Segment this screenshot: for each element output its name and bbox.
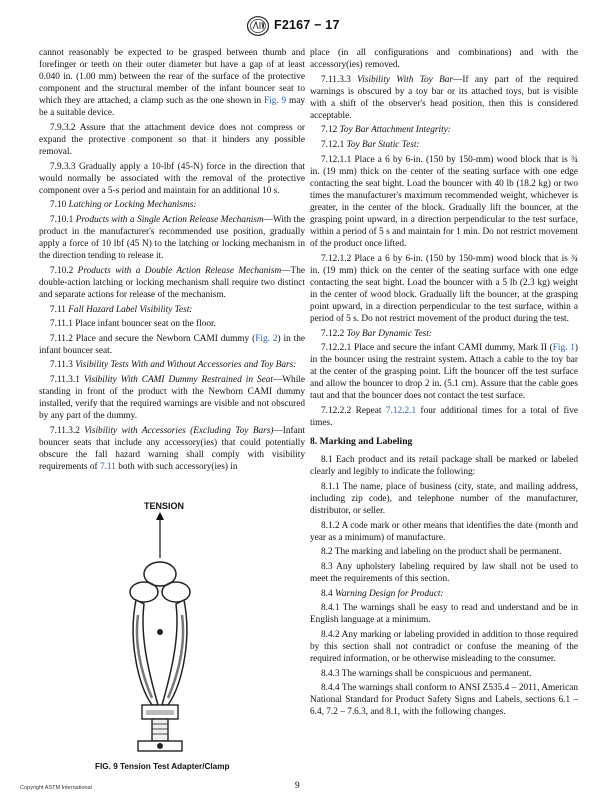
paragraph-8-1-2: 8.1.2 A code mark or other means that identifies the date (month and year as a minimum) of manufacture. bbox=[310, 520, 578, 543]
tension-arrowhead bbox=[156, 512, 164, 520]
section-7-11-link[interactable]: 7.11 bbox=[99, 462, 116, 473]
paragraph-7-11-3-1: 7.11.3.1 Visibility With CAMI Dummy Restrained in Seat—While standing in front of the product with the Newborn CAMI dummy installed, verify that the required warnings are visible and not obscured by any part of the dummy. bbox=[39, 375, 305, 422]
document-designation: F2167 − 17 bbox=[274, 18, 340, 32]
paragraph-7-11-3: 7.11.3 Visibility Tests With and Without Accessories and Toy Bars: bbox=[50, 360, 297, 371]
paragraph-7-12-2: 7.12.2 Toy Bar Dynamic Test: bbox=[321, 328, 432, 339]
paragraph-8-1-1: 8.1.1 The name, place of business (city, state, and mailing address, including zip code), and telephone number of the manufacturer, distributor, or seller. bbox=[310, 481, 578, 516]
paragraph-7-12-2-2: 7.12.2.2 Repeat 7.12.2.1 four additional times for a total of five times. bbox=[310, 406, 578, 429]
paragraph-7-11-3-3: 7.11.3.3 Visibility With Toy Bar—If any part of the required warnings is obscured by a toy bar or its attached toys, but is visible with a shift of the observer's head position, then this is considered acceptable. bbox=[310, 74, 578, 121]
paragraph-8-3: 8.3 Any upholstery labeling required by law shall not be used to meet the requirements of this section. bbox=[310, 561, 578, 584]
paragraph-7-9-3-2: 7.9.3.2 Assure that the attachment device does not compress or expand the protective component so that it hinders any possible removal. bbox=[39, 122, 305, 157]
clamp-screw bbox=[152, 719, 168, 741]
paragraph-7-10: 7.10 Latching or Locking Mechanisms: bbox=[50, 200, 197, 211]
fig-9-link[interactable]: Fig. 9 bbox=[263, 96, 287, 107]
fig-1-link[interactable]: Fig. 1 bbox=[552, 343, 575, 354]
section-heading-8: 8. Marking and Labeling bbox=[310, 436, 413, 448]
right-ring bbox=[162, 582, 190, 602]
paragraph-8-4-1: 8.4.1 The warnings shall be easy to read and understand and be in English language at a minimum. bbox=[310, 603, 578, 626]
section-7-12-2-1-link[interactable]: 7.12.2.1 bbox=[385, 406, 417, 417]
paragraph-7-11-1: 7.11.1 Place infant bouncer seat on the floor. bbox=[50, 319, 216, 330]
left-column bbox=[39, 47, 305, 476]
paragraph-7-12-1: 7.12.1 Toy Bar Static Test: bbox=[321, 140, 420, 151]
paragraph-8-4-2: 8.4.2 Any marking or labeling provided in addition to those required by this section shall not contradict or confuse the meaning of the required information, or be otherwise misleading to the consumer. bbox=[310, 629, 578, 665]
right-column bbox=[310, 47, 578, 721]
paragraph-8-4: 8.4 Warning Design for Product: bbox=[321, 588, 444, 599]
copyright-notice: Copyright ASTM International bbox=[20, 785, 92, 791]
paragraph-7-11: 7.11 Fall Hazard Label Visibility Test: bbox=[50, 304, 193, 315]
paragraph-7-12-1-1: 7.12.1.1 Place a 6 by 6-in. (150 by 150-mm) wood block that is ¾ in. (19 mm) thick on the center of the seating surface with one edge contacting the seat bight. Load the bouncer with 40 lb (18.2 kg) or two times the manufacturer's maximum recommended weight, whichever is greater, in the center of the block. Gradually lift the bouncer, at the grasping point upward, in a direction perpendicular to the test surface, within a period of 5 s and maintain for 1 min. Do not restrict movement of the product once lifted. bbox=[310, 154, 578, 250]
pivot-rivet bbox=[157, 629, 163, 635]
paragraph-7-10-1: 7.10.1 Products with a Single Action Release Mechanism—With the product in the manufacturer's recommended use position, gradually apply a force of 10 lbf (45 N) to the latching or locking mechanism in the direction tending to release it. bbox=[39, 214, 305, 262]
paragraph-8-4-3: 8.4.3 The warnings shall be conspicuous and permanent. bbox=[321, 668, 532, 679]
paragraph-7-11-3-2-cont: place (in all configurations and combinations) and with the accessory(ies) removed. bbox=[310, 48, 578, 71]
wing-nut bbox=[157, 743, 163, 749]
paragraph-8-1: 8.1 Each product and its retail package shall be marked or labeled clearly and legibly to indicate the following: bbox=[310, 455, 578, 478]
figure-caption: FIG. 9 Tension Test Adapter/Clamp bbox=[95, 762, 230, 771]
paragraph-7-9-3-3: 7.9.3.3 Gradually apply a 10-lbf (45-N) force in the direction that would normally be associated with the removal of the protective component over a 5-s period and maintain for an additional 10 s. bbox=[39, 161, 305, 196]
left-ring bbox=[130, 582, 158, 602]
paragraph-7-12: 7.12 Toy Bar Attachment Integrity: bbox=[321, 125, 451, 136]
paragraph-7-10-2: 7.10.2 Products with a Double Action Release Mechanism—The double-action latching or locking mechanism shall require two distinct and separate actions for release of the mechanism. bbox=[39, 265, 305, 300]
paragraph-8-2: 8.2 The marking and labeling on the product shall be permanent. bbox=[321, 547, 562, 558]
paragraph-7-12-2-1: 7.12.2.1 Place and secure the infant CAMI dummy, Mark II (Fig. 1) in the bouncer using the restraint system. Attach a cable to the toy bar at the center of the grasping point. Lift the bouncer off the test surface and allow the bouncer to drop 2 in. (5.1 cm). Assure that the cable goes taut and that the bouncer does not contact the test surface. bbox=[310, 343, 578, 402]
jaw-shadow bbox=[146, 710, 174, 715]
page-number: 9 bbox=[295, 781, 300, 791]
paragraph-7-11-3-2: 7.11.3.2 Visibility with Accessories (Excluding Toy Bars)—Infant bouncer seats that include any accessory(ies) that could potentially obscure the fall hazard warning shall comply with visibility requirements of 7.11 both with such accessory(ies) in bbox=[39, 425, 305, 473]
tension-label: TENSION bbox=[144, 501, 185, 511]
fig-2-link[interactable]: Fig. 2 bbox=[255, 333, 278, 344]
paragraph-7-9-3-1-cont: cannot reasonably be expected to be grasped between thumb and forefinger or teeth on their outer diameter but have a gap of at least 0.040 in. (1.00 mm) between the rear of the surface of the protective component and the structural member of the infant bouncer seat to which they are attached, a clamp such as the one shown in Fig. 9 may be a suitable device. bbox=[39, 48, 305, 119]
tension-clamp-figure bbox=[72, 500, 292, 770]
paragraph-7-11-2: 7.11.2 Place and secure the Newborn CAMI dummy (Fig. 2) in the infant bouncer seat. bbox=[39, 333, 306, 356]
astm-logo-icon bbox=[247, 16, 269, 36]
paragraph-8-4-4: 8.4.4 The warnings shall conform to ANSI Z535.4 – 2011, American National Standard for Product Safety Signs and Labels, sections 6.1 – 6.4, 7.2 – 7.6.3, and 8.1, with the following changes. bbox=[310, 683, 578, 718]
page-header bbox=[0, 14, 600, 40]
paragraph-7-12-1-2: 7.12.1.2 Place a 6 by 6-in. (150 by 150-mm) wood block that is ¾ in. (19 mm) thick on the center of the seating surface with one edge contacting the seat bight. Load the bouncer with a 5 lb (2.3 kg) weight in the center of wood block. Gradually lift the bouncer, at the grasping point upward, in a direction perpendicular to the test surface, within a period of 5 s. Do not restrict movement of the product during the test. bbox=[310, 253, 578, 324]
